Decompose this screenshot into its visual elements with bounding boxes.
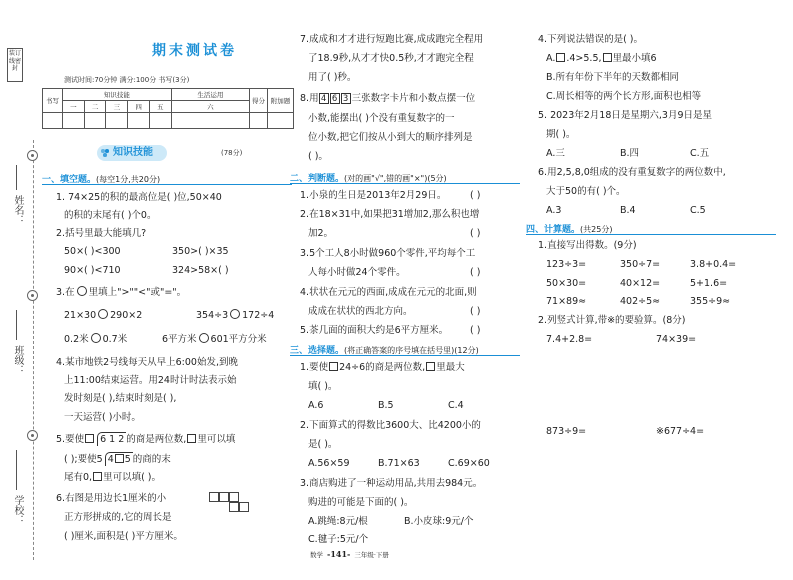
q5-line-3 — [64, 471, 161, 484]
division-bracket — [97, 432, 126, 446]
q5-text: ( );要使5 — [64, 454, 103, 465]
q5-text: 尾有0, — [64, 472, 93, 483]
choice-q3-line-1: 3.商店购进了一种运动用品,共用去984元。 — [300, 478, 483, 489]
calc-item: 5+1.6= — [690, 278, 728, 289]
choice-option[interactable]: B.5 — [378, 400, 394, 411]
q6-line-1: 6.右图是用边长1厘米的小 — [56, 493, 167, 504]
q7-line-1: 7.成成和才才进行短跑比赛,成成跑完全程用 — [300, 34, 484, 45]
digit: 6 — [100, 434, 107, 445]
q5-text: 5.要使 — [56, 434, 85, 445]
part4-title: 计算题。 — [544, 225, 581, 235]
choice-option[interactable]: C.毽子:5元/个 — [308, 534, 369, 545]
choice-text: 里最大 — [436, 362, 465, 373]
q2-item: 324>58×( ) — [172, 265, 229, 276]
part3-title: 选择题。 — [308, 346, 345, 356]
part4-underline — [526, 234, 776, 235]
judge-answer-blank[interactable]: ( ) — [470, 306, 481, 317]
choice-option[interactable]: A.6 — [308, 400, 324, 411]
score-header-knowledge: 知识技能 — [63, 89, 172, 101]
q8-line-2: 小数,能摆出( )个没有重复数字的一 — [308, 113, 455, 124]
number-card: 6 — [330, 93, 340, 104]
judge-answer-blank[interactable]: ( ) — [470, 325, 481, 336]
circle-blank[interactable] — [230, 309, 240, 319]
score-cell[interactable] — [171, 113, 249, 129]
q5-text: 的商的末 — [132, 454, 171, 465]
choice-q3-line-2: 购进的可能是下面的( )。 — [308, 497, 414, 508]
class-line — [16, 310, 17, 340]
square-blank[interactable] — [115, 454, 124, 463]
square-blank[interactable] — [426, 362, 435, 371]
q3-expr: 601平方分米 — [210, 334, 267, 345]
digit: 2 — [118, 434, 125, 445]
q3-row-1b — [196, 309, 274, 322]
school-line — [16, 450, 17, 490]
choice-option[interactable]: B.4 — [620, 205, 636, 216]
choice-q2-line-1: 2.下面算式的得数比3600大、比4200小的 — [300, 420, 481, 431]
part3-num: 三、 — [290, 346, 309, 356]
score-col-5: 五 — [149, 101, 171, 113]
part3-note: (将正确答案的序号填在括号里)(12分) — [344, 346, 479, 355]
footer-subject: 数学 — [310, 551, 323, 559]
q8-line-4: ( )。 — [308, 151, 328, 162]
judge-q4-line-2: 成成在状状的西北方向。 — [308, 306, 413, 317]
digit: 5 — [124, 454, 131, 465]
judge-answer-blank[interactable]: ( ) — [470, 228, 481, 239]
score-col-2: 二 — [84, 101, 106, 113]
digit: 1 — [109, 434, 116, 445]
digit: 4 — [107, 454, 114, 465]
square-blank[interactable] — [556, 53, 565, 62]
page-footer — [310, 549, 389, 559]
seal-line — [33, 140, 34, 560]
choice-option[interactable]: C.周长相等的两个长方形,面积也相等 — [546, 91, 702, 102]
q4-line-2: 上11:00结束运营。用24时计时法表示始 — [64, 375, 237, 386]
q3-expr: 0.7米 — [102, 334, 128, 345]
choice-q2-line-2: 是( )。 — [308, 439, 338, 450]
choice-option[interactable]: C.69×60 — [448, 458, 490, 469]
calc-item: 74×39= — [656, 334, 697, 345]
q2-line: 2.括号里最大能填几? — [56, 228, 147, 239]
square-blank[interactable] — [93, 472, 102, 481]
choice-option[interactable]: A.三 — [546, 148, 565, 159]
choice-option[interactable]: B.所有年份下半年的天数都相同 — [546, 72, 680, 83]
judge-answer-blank[interactable]: ( ) — [470, 267, 481, 278]
score-cell[interactable] — [128, 113, 150, 129]
part1-num: 一、 — [42, 175, 61, 185]
section-title: 知识技能 — [113, 147, 153, 158]
choice-option[interactable] — [546, 52, 657, 65]
choice-option[interactable]: A.3 — [546, 205, 562, 216]
calc-item: 355÷9≈ — [690, 296, 731, 307]
square-blank[interactable] — [329, 362, 338, 371]
choice-q4: 4.下列说法错误的是( )。 — [538, 34, 643, 45]
calc-item: 7.4+2.8= — [546, 334, 593, 345]
judge-q4-line-1: 4.状状在元元的西面,成成在元元的北面,则 — [300, 287, 477, 298]
q4-line-1: 4.某市地铁2号线每天从早上6:00始发,到晚 — [56, 357, 238, 368]
calc-item: 350÷7= — [620, 259, 661, 270]
calc-item: 40×12= — [620, 278, 661, 289]
q6-line-2: 正方形拼成的,它的周长是 — [64, 512, 172, 523]
squares-figure — [209, 492, 249, 518]
q8-line-1 — [300, 92, 475, 105]
q3-expr: 21×30 — [64, 310, 97, 321]
exam-meta: 测试时间:70分钟 满分:100分 书写(3分) — [64, 76, 190, 84]
q4-line-4: 一天运营( )小时。 — [64, 412, 141, 423]
q5-text: 里可以填( )。 — [103, 472, 162, 483]
calc-item: 123÷3= — [546, 259, 587, 270]
q5-line-1 — [56, 432, 235, 446]
q3-expr: 6平方米 — [162, 334, 197, 345]
name-line — [16, 165, 17, 190]
dots-icon — [101, 149, 110, 157]
option-text: A. — [546, 53, 556, 64]
punch-hole-icon — [27, 430, 38, 441]
score-table — [42, 88, 294, 129]
punch-hole-icon — [27, 150, 38, 161]
q3-row-2b — [162, 333, 267, 346]
choice-option[interactable]: B.四 — [620, 148, 640, 159]
q5-text: 里可以填 — [197, 434, 236, 445]
choice-option[interactable]: A.56×59 — [308, 458, 350, 469]
part2-note: (对的画"√",错的画"×")(5分) — [344, 174, 447, 183]
choice-q1-line-2: 填( )。 — [308, 381, 338, 392]
calc-item: 402÷5≈ — [620, 296, 661, 307]
part2-underline — [290, 183, 520, 184]
number-card: 3 — [341, 93, 351, 104]
q5-text: 的商是两位数, — [126, 434, 187, 445]
calc-item: ※677÷4= — [656, 426, 705, 437]
choice-option[interactable]: A.跳绳:8元/根 — [308, 516, 368, 527]
q3-expr: 354÷3 — [196, 310, 229, 321]
part1-note: (每空1分,共20分) — [96, 175, 161, 184]
score-header-writing: 书写 — [43, 89, 63, 113]
choice-text: 1.要使 — [300, 362, 329, 373]
circle-blank[interactable] — [199, 333, 209, 343]
choice-option[interactable]: C.4 — [448, 400, 464, 411]
class-label: 班级： — [12, 345, 23, 375]
judge-answer-blank[interactable]: ( ) — [470, 190, 481, 201]
q5-line-2 — [64, 452, 171, 466]
part2-num: 二、 — [290, 174, 309, 184]
option-text: .4>5.5, — [566, 53, 602, 64]
q3-expr: 172÷4 — [242, 310, 275, 321]
score-col-4: 四 — [128, 101, 150, 113]
choice-option[interactable]: C.5 — [690, 205, 706, 216]
choice-text: 24÷6的商是两位数, — [339, 362, 426, 373]
q1-line-1: 1. 74×25的积的最高位是( )位,50×40 — [56, 192, 222, 203]
punch-hole-icon — [27, 290, 38, 301]
binding-box: 装订线密封 — [7, 48, 23, 82]
calc-item: 71×89≈ — [546, 296, 587, 307]
q2-item: 350>( )×35 — [172, 246, 229, 257]
part4-note: (共25分) — [580, 225, 613, 234]
q3-line — [56, 286, 186, 299]
judge-q2-line-2: 加2。 — [308, 228, 334, 239]
section-points: (78分) — [221, 149, 243, 157]
q4-line-3: 发时刻是( ),结束时刻是( ), — [64, 393, 177, 404]
q3-text: 里填上">""<"或"="。 — [88, 287, 187, 298]
q8-text: 8.用 — [300, 93, 319, 104]
part1-underline — [42, 184, 292, 185]
q8-text: 三张数字卡片和小数点摆一位 — [351, 93, 476, 104]
calc-q2: 2.列竖式计算,带※的要验算。(8分) — [538, 315, 686, 326]
calc-item: 3.8+0.4= — [690, 259, 737, 270]
score-cell[interactable] — [268, 113, 294, 129]
q2-item: 90×( )<710 — [64, 265, 121, 276]
number-card: 4 — [319, 93, 329, 104]
choice-q5-line-1: 5. 2023年2月18日是星期六,3月9日是星 — [538, 110, 713, 121]
choice-q6-line-2: 大于50的有( )个。 — [546, 186, 626, 197]
judge-q1: 1.小泉的生日是2013年2月29日。 — [300, 190, 447, 201]
score-header-bonus: 附加题 — [268, 89, 294, 113]
q6-line-3: ( )厘米,面积是( )平方厘米。 — [64, 531, 183, 542]
square-blank[interactable] — [187, 434, 196, 443]
school-label: 学校： — [12, 495, 23, 525]
part3-underline — [290, 355, 520, 356]
footer-grade: 三年级·下册 — [354, 551, 389, 559]
page-number: -141- — [327, 549, 351, 559]
judge-q5: 5.茶几面的面积大约是6平方厘米。 — [300, 325, 449, 336]
score-col-6: 六 — [171, 101, 249, 113]
score-header-score: 得分 — [250, 89, 268, 113]
part4-num: 四、 — [526, 225, 545, 235]
calc-item: 873÷9= — [546, 426, 587, 437]
score-cell[interactable] — [84, 113, 106, 129]
part2-title: 判断题。 — [308, 174, 345, 184]
score-cell[interactable] — [149, 113, 171, 129]
circle-blank[interactable] — [77, 286, 87, 296]
page-title: 期末测试卷 — [152, 43, 237, 59]
q3-row-1 — [64, 309, 142, 322]
binding-margin — [0, 0, 40, 580]
score-col-3: 三 — [106, 101, 128, 113]
score-cell[interactable] — [43, 113, 63, 129]
choice-option[interactable]: B.小皮球:9元/个 — [404, 516, 474, 527]
q3-row-2 — [64, 333, 127, 346]
q3-expr: 290×2 — [110, 310, 143, 321]
choice-q6-line-1: 6.用2,5,8,0组成的没有重复数字的两位数中, — [538, 167, 726, 178]
part1-title: 填空题。 — [60, 175, 97, 185]
judge-q3-line-1: 3.5个工人8小时做960个零件,平均每个工 — [300, 248, 476, 259]
square-blank[interactable] — [603, 53, 612, 62]
q7-line-2: 了18.9秒,从才才快0.5秒,才才跑完全程 — [308, 53, 474, 64]
choice-option[interactable]: B.71×63 — [378, 458, 420, 469]
section-banner — [97, 145, 243, 161]
option-text: 里最小填6 — [612, 53, 657, 64]
score-col-1: 一 — [63, 101, 85, 113]
q2-item: 50×( )<300 — [64, 246, 121, 257]
judge-q3-line-2: 人每小时做24个零件。 — [308, 267, 406, 278]
score-cell[interactable] — [250, 113, 268, 129]
q3-text: 3.在 — [56, 287, 75, 298]
q3-expr: 0.2米 — [64, 334, 89, 345]
score-cell[interactable] — [106, 113, 128, 129]
choice-q5-line-2: 期( )。 — [546, 129, 576, 140]
q1-line-2: 的积的末尾有( )个0。 — [64, 210, 157, 221]
q8-line-3: 位小数,把它们按从小到大的顺序排列是 — [308, 132, 473, 143]
choice-q1-line-1 — [300, 361, 465, 374]
division-bracket — [105, 452, 133, 466]
name-label: 姓名： — [12, 195, 23, 225]
score-cell[interactable] — [63, 113, 85, 129]
circle-blank[interactable] — [91, 333, 101, 343]
q7-line-3: 用了( )秒。 — [308, 72, 357, 83]
judge-q2-line-1: 2.在18×31中,如果把31增加2,那么积也增 — [300, 209, 480, 220]
choice-option[interactable]: C.五 — [690, 148, 710, 159]
calc-item: 50×30= — [546, 278, 587, 289]
score-header-application: 生活运用 — [171, 89, 249, 101]
calc-q1: 1.直接写出得数。(9分) — [538, 240, 637, 251]
square-blank[interactable] — [85, 434, 94, 443]
circle-blank[interactable] — [98, 309, 108, 319]
